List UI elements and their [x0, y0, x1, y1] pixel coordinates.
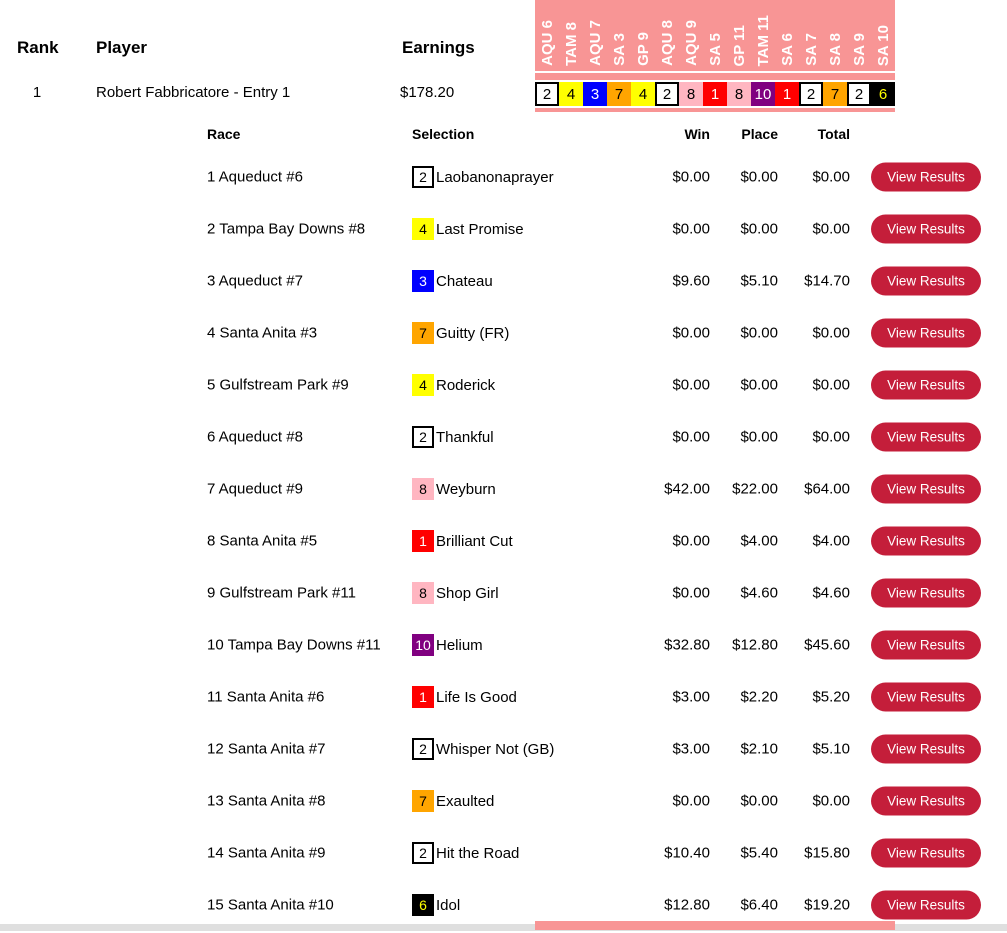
total-column-header: Total: [817, 126, 850, 142]
saddle-cloth-number: 10: [412, 634, 434, 656]
win-amount: $9.60: [672, 272, 710, 290]
total-amount: $0.00: [812, 220, 850, 238]
selection-cell: [412, 218, 524, 240]
selection-cell: [412, 166, 554, 188]
race-name: 10 Tampa Bay Downs #11: [207, 636, 381, 654]
saddle-cloth-number: 8: [412, 478, 434, 500]
selection-cell: [412, 738, 554, 760]
win-amount: $0.00: [672, 792, 710, 810]
track-label-aqu-6: [535, 0, 559, 66]
view-results-button[interactable]: View Results: [871, 475, 981, 504]
place-amount: $4.00: [740, 532, 778, 550]
track-label-text: SA 8: [826, 33, 844, 66]
place-amount: $2.20: [740, 688, 778, 706]
horse-name: Helium: [436, 636, 483, 654]
race-detail-row: [0, 775, 1007, 827]
race-detail-row: [0, 203, 1007, 255]
win-amount: $42.00: [664, 480, 710, 498]
race-name: 3 Aqueduct #7: [207, 272, 303, 290]
track-label-text: SA 6: [778, 33, 796, 66]
total-amount: $14.70: [804, 272, 850, 290]
track-label-text: GP 11: [730, 24, 748, 66]
view-results-button[interactable]: View Results: [871, 319, 981, 348]
race-detail-row: [0, 567, 1007, 619]
saddle-cloth-number: 8: [412, 582, 434, 604]
panel-bottom-strip: [535, 921, 895, 930]
total-amount: $15.80: [804, 844, 850, 862]
selection-cell: [412, 582, 499, 604]
entry-picks-strip: [535, 80, 895, 108]
track-label-tam-8: [559, 0, 583, 66]
place-amount: $0.00: [740, 324, 778, 342]
selection-cell: [412, 686, 517, 708]
pick-saddle-cloth-8: 8: [679, 82, 703, 106]
track-label-text: AQU 9: [682, 20, 700, 66]
place-amount: $2.10: [740, 740, 778, 758]
race-detail-row: [0, 463, 1007, 515]
race-name: 13 Santa Anita #8: [207, 792, 326, 810]
track-label-text: GP 9: [634, 32, 652, 66]
horse-name: Brilliant Cut: [436, 532, 513, 550]
earnings-column-header: Earnings: [402, 38, 475, 57]
win-amount: $3.00: [672, 740, 710, 758]
view-results-button[interactable]: View Results: [871, 631, 981, 660]
win-amount: $0.00: [672, 324, 710, 342]
saddle-cloth-number: 4: [412, 218, 434, 240]
horse-name: Weyburn: [436, 480, 496, 498]
horse-name: Whisper Not (GB): [436, 740, 555, 758]
track-label-text: AQU 8: [658, 20, 676, 66]
race-name: 5 Gulfstream Park #9: [207, 376, 349, 394]
win-amount: $32.80: [664, 636, 710, 654]
race-name: 8 Santa Anita #5: [207, 532, 318, 550]
view-results-button[interactable]: View Results: [871, 683, 981, 712]
track-label-sa-8: [823, 0, 847, 66]
win-amount: $3.00: [672, 688, 710, 706]
win-amount: $0.00: [672, 584, 710, 602]
view-results-button[interactable]: View Results: [871, 891, 981, 920]
place-amount: $0.00: [740, 792, 778, 810]
entry-rank: 1: [32, 84, 42, 101]
pick-saddle-cloth-2: 2: [847, 82, 871, 106]
race-name: 6 Aqueduct #8: [207, 428, 303, 446]
saddle-cloth-number: 7: [412, 790, 434, 812]
place-amount: $5.10: [740, 272, 778, 290]
horse-name: Thankful: [436, 428, 494, 446]
race-name: 12 Santa Anita #7: [207, 740, 326, 758]
place-amount: $0.00: [740, 220, 778, 238]
race-detail-row: [0, 255, 1007, 307]
race-detail-row: [0, 359, 1007, 411]
place-amount: $0.00: [740, 168, 778, 186]
place-amount: $22.00: [732, 480, 778, 498]
tracks-header-panel: [535, 0, 895, 112]
view-results-button[interactable]: View Results: [871, 267, 981, 296]
track-label-text: TAM 11: [754, 14, 772, 66]
horse-name: Hit the Road: [436, 844, 520, 862]
saddle-cloth-number: 7: [412, 322, 434, 344]
saddle-cloth-number: 2: [412, 738, 434, 760]
saddle-cloth-number: 2: [412, 166, 434, 188]
selection-cell: [412, 478, 496, 500]
view-results-button[interactable]: View Results: [871, 163, 981, 192]
place-amount: $0.00: [740, 428, 778, 446]
view-results-button[interactable]: View Results: [871, 215, 981, 244]
view-results-button[interactable]: View Results: [871, 787, 981, 816]
race-name: 7 Aqueduct #9: [207, 480, 303, 498]
track-label-sa-5: [703, 0, 727, 66]
selection-column-header: Selection: [412, 126, 475, 142]
horse-name: Roderick: [436, 376, 496, 394]
track-label-aqu-8: [655, 0, 679, 66]
race-detail-row: [0, 723, 1007, 775]
race-name: 14 Santa Anita #9: [207, 844, 326, 862]
place-amount: $4.60: [740, 584, 778, 602]
player-column-header: Player: [96, 38, 148, 57]
track-label-aqu-7: [583, 0, 607, 66]
horse-name: Idol: [436, 896, 461, 914]
horse-name: Shop Girl: [436, 584, 499, 602]
rank-column-header: Rank: [17, 38, 59, 57]
horse-name: Chateau: [436, 272, 493, 290]
race-column-header: Race: [207, 126, 241, 142]
pick-saddle-cloth-1: 1: [775, 82, 799, 106]
selection-cell: [412, 634, 483, 656]
total-amount: $64.00: [804, 480, 850, 498]
track-label-text: SA 9: [850, 33, 868, 66]
track-label-gp-9: [631, 0, 655, 66]
total-amount: $0.00: [812, 168, 850, 186]
win-amount: $0.00: [672, 428, 710, 446]
saddle-cloth-number: 1: [412, 530, 434, 552]
selection-cell: [412, 894, 460, 916]
track-label-aqu-9: [679, 0, 703, 66]
view-results-button[interactable]: View Results: [871, 579, 981, 608]
selection-cell: [412, 426, 494, 448]
place-amount: $6.40: [740, 896, 778, 914]
race-detail-row: [0, 411, 1007, 463]
place-amount: $12.80: [732, 636, 778, 654]
horse-name: Last Promise: [436, 220, 524, 238]
horse-name: Exaulted: [436, 792, 495, 810]
pick-saddle-cloth-4: 4: [631, 82, 655, 106]
total-amount: $0.00: [812, 376, 850, 394]
selection-cell: [412, 842, 519, 864]
place-amount: $5.40: [740, 844, 778, 862]
view-results-button[interactable]: View Results: [871, 839, 981, 868]
total-amount: $4.00: [812, 532, 850, 550]
tracks-separator-line: [535, 71, 895, 73]
race-name: 15 Santa Anita #10: [207, 896, 334, 914]
selection-cell: [412, 322, 509, 344]
horse-name: Laobanonaprayer: [436, 168, 554, 186]
pick-saddle-cloth-7: 7: [823, 82, 847, 106]
track-label-text: SA 7: [802, 33, 820, 66]
view-results-button[interactable]: View Results: [871, 371, 981, 400]
track-label-sa-6: [775, 0, 799, 66]
selection-cell: [412, 530, 513, 552]
win-column-header: Win: [684, 126, 710, 142]
place-column-header: Place: [741, 126, 778, 142]
total-amount: $5.10: [812, 740, 850, 758]
pick-saddle-cloth-6: 6: [871, 82, 895, 106]
pick-saddle-cloth-2: 2: [535, 82, 559, 106]
win-amount: $12.80: [664, 896, 710, 914]
view-results-button[interactable]: View Results: [871, 423, 981, 452]
selection-cell: [412, 270, 493, 292]
total-amount: $19.20: [804, 896, 850, 914]
win-amount: $0.00: [672, 532, 710, 550]
track-label-text: AQU 7: [586, 20, 604, 66]
place-amount: $0.00: [740, 376, 778, 394]
total-amount: $5.20: [812, 688, 850, 706]
race-name: 2 Tampa Bay Downs #8: [207, 220, 366, 238]
total-amount: $45.60: [804, 636, 850, 654]
saddle-cloth-number: 1: [412, 686, 434, 708]
view-results-button[interactable]: View Results: [871, 735, 981, 764]
horse-name: Guitty (FR): [436, 324, 510, 342]
entry-player-name[interactable]: Robert Fabbricatore - Entry 1: [96, 84, 291, 101]
race-name: 4 Santa Anita #3: [207, 324, 318, 342]
pick-saddle-cloth-1: 1: [703, 82, 727, 106]
track-label-text: SA 5: [706, 33, 724, 66]
pick-saddle-cloth-2: 2: [655, 82, 679, 106]
race-name: 9 Gulfstream Park #11: [207, 584, 356, 602]
pick-saddle-cloth-2: 2: [799, 82, 823, 106]
selection-cell: [412, 374, 495, 396]
pick-saddle-cloth-4: 4: [559, 82, 583, 106]
race-detail-row: [0, 671, 1007, 723]
win-amount: $0.00: [672, 168, 710, 186]
race-detail-row: [0, 515, 1007, 567]
race-detail-row: [0, 619, 1007, 671]
pick-saddle-cloth-10: 10: [751, 82, 775, 106]
view-results-button[interactable]: View Results: [871, 527, 981, 556]
saddle-cloth-number: 6: [412, 894, 434, 916]
horse-name: Life Is Good: [436, 688, 517, 706]
track-label-sa-9: [847, 0, 871, 66]
race-detail-row: [0, 307, 1007, 359]
track-label-sa-7: [799, 0, 823, 66]
pick-saddle-cloth-8: 8: [727, 82, 751, 106]
track-label-text: SA 10: [874, 24, 892, 66]
track-label-text: TAM 8: [562, 22, 580, 66]
track-label-text: AQU 6: [538, 20, 556, 66]
saddle-cloth-number: 2: [412, 426, 434, 448]
selection-cell: [412, 790, 494, 812]
total-amount: $4.60: [812, 584, 850, 602]
saddle-cloth-number: 2: [412, 842, 434, 864]
race-name: 1 Aqueduct #6: [207, 168, 303, 186]
race-detail-row: [0, 827, 1007, 879]
pick-saddle-cloth-7: 7: [607, 82, 631, 106]
win-amount: $0.00: [672, 376, 710, 394]
track-label-sa-10: [871, 0, 895, 66]
saddle-cloth-number: 3: [412, 270, 434, 292]
total-amount: $0.00: [812, 428, 850, 446]
win-amount: $10.40: [664, 844, 710, 862]
win-amount: $0.00: [672, 220, 710, 238]
pick-saddle-cloth-3: 3: [583, 82, 607, 106]
total-amount: $0.00: [812, 792, 850, 810]
race-detail-row: [0, 151, 1007, 203]
total-amount: $0.00: [812, 324, 850, 342]
entry-earnings: $178.20: [400, 84, 455, 101]
track-label-text: SA 3: [610, 33, 628, 66]
race-name: 11 Santa Anita #6: [207, 688, 325, 706]
track-label-sa-3: [607, 0, 631, 66]
track-label-tam-11: [751, 0, 775, 66]
track-label-gp-11: [727, 0, 751, 66]
saddle-cloth-number: 4: [412, 374, 434, 396]
